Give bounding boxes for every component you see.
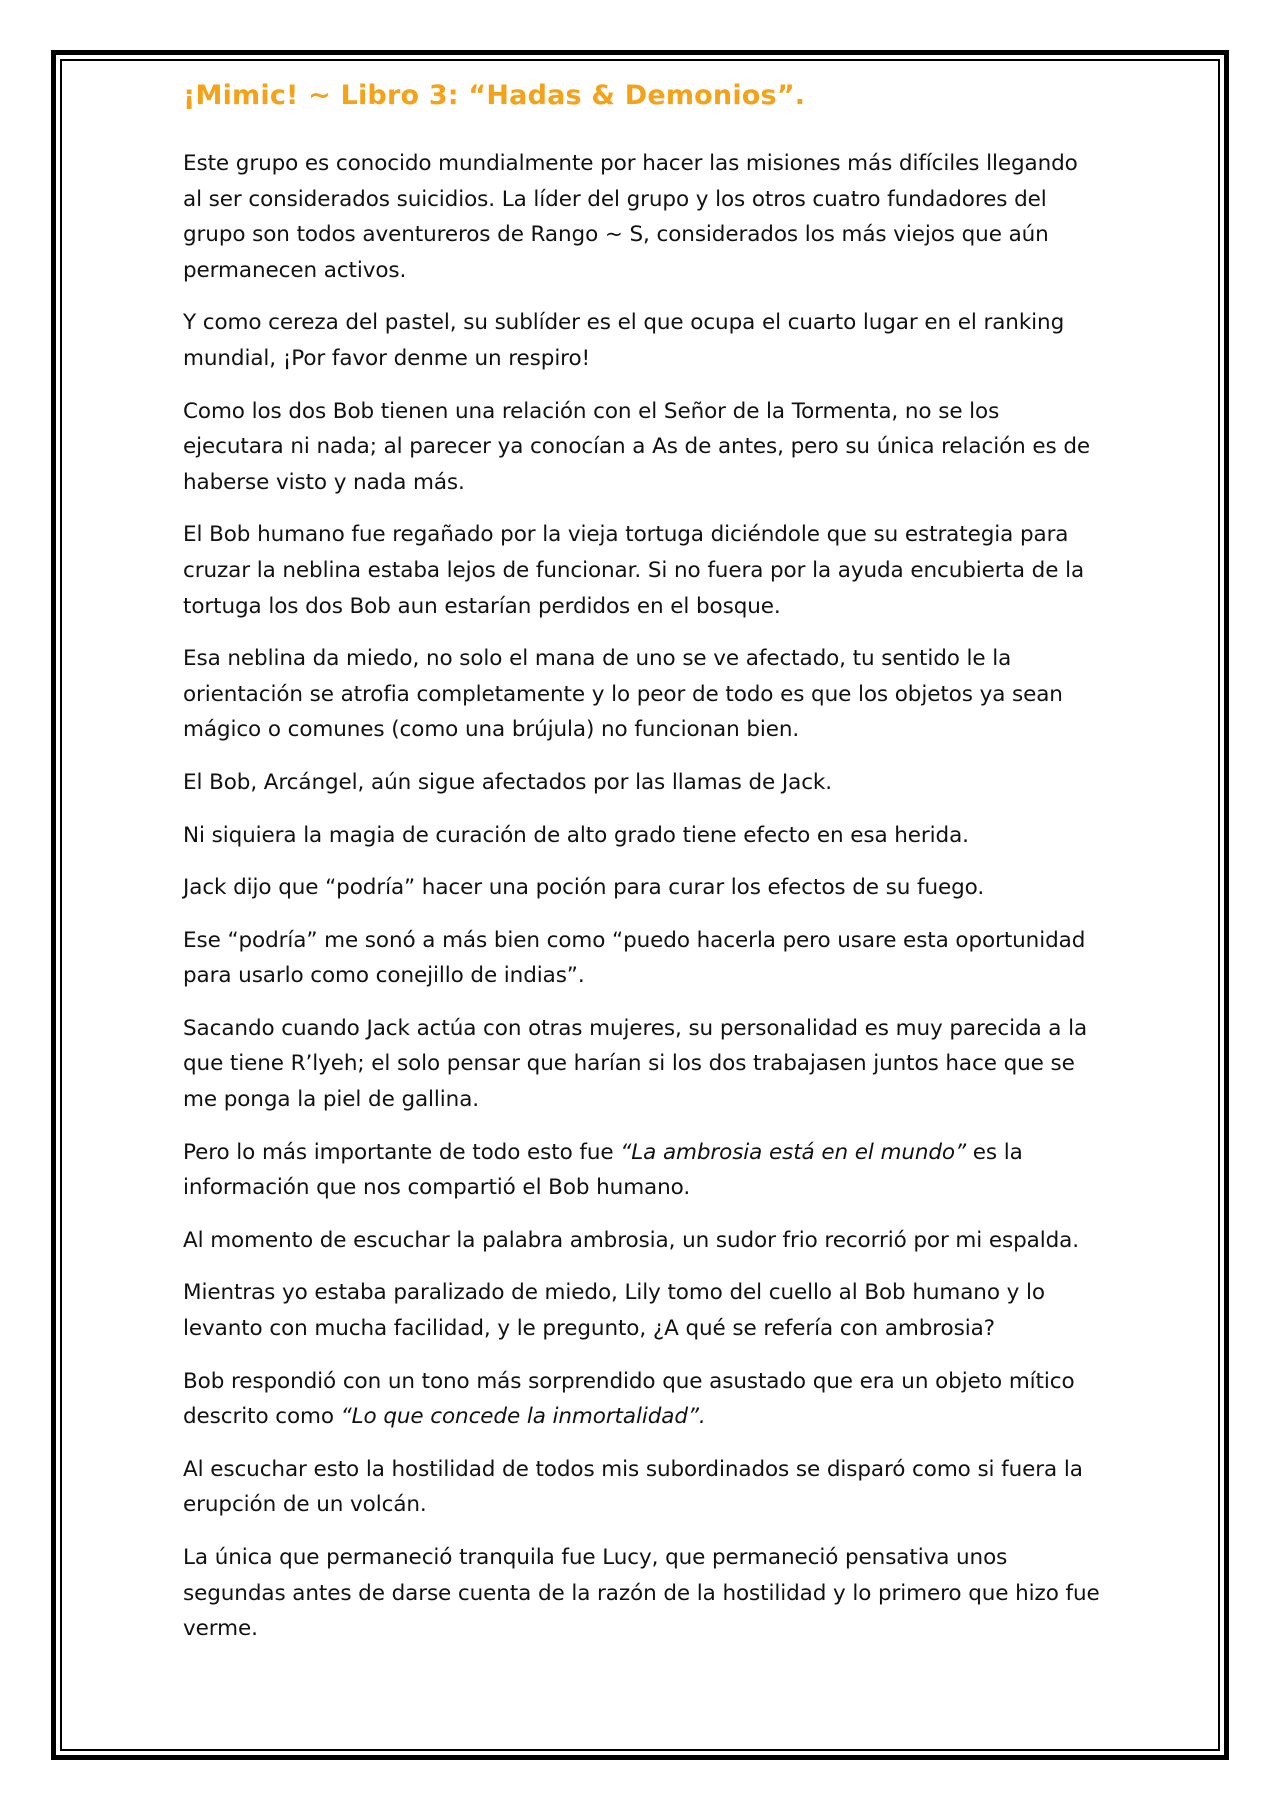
paragraph-6: El Bob, Arcángel, aún sigue afectados por las llamas de Jack.	[183, 769, 832, 795]
paragraph-9: Ese “podría” me sonó a más bien como “puedo hacerla pero usare esta oportunidad para usarlo como conejillo de indias”.	[183, 927, 1086, 989]
page-title: ¡Mimic! ~ Libro 3: “Hadas & Demonios”.	[183, 80, 806, 111]
paragraph-7: Ni siquiera la magia de curación de alto grado tiene efecto en esa herida.	[183, 822, 969, 848]
paragraph-11	[183, 1135, 1103, 1206]
paragraph-11-quote: “La ambrosia está en el mundo”	[620, 1139, 967, 1165]
paragraph-16: La única que permaneció tranquila fue Lucy, que permaneció pensativa unos segundas antes de darse cuenta de la razón de la hostilidad y lo primero que hizo fue verme.	[183, 1545, 1100, 1642]
paragraph-14	[183, 1364, 1103, 1435]
paragraph-14-quote: “Lo que concede la inmortalidad”.	[340, 1404, 706, 1430]
paragraph-4: El Bob humano fue regañado por la vieja tortuga diciéndole que su estrategia para cruzar la neblina estaba lejos de funcionar. Si no fuera por la ayuda encubierta de la tortuga los dos Bob aun estarían perdidos en el bosque.	[183, 522, 1085, 619]
paragraph-10: Sacando cuando Jack actúa con otras mujeres, su personalidad es muy parecida a la que tiene R’lyeh; el solo pensar que harían si los dos trabajasen juntos hace que se me ponga la piel de gallina.	[183, 1015, 1088, 1113]
paragraph-12: Al momento de escuchar la palabra ambrosia, un sudor frio recorrió por mi espalda.	[183, 1227, 1079, 1253]
paragraph-14-start: Bob respondió con un tono más sorprendido que asustado que era un objeto mítico descrito como	[183, 1368, 1075, 1430]
paragraph-11-start: Pero lo más importante de todo esto fue	[183, 1139, 621, 1165]
paragraph-8: Jack dijo que “podría” hacer una poción para curar los efectos de su fuego.	[183, 875, 985, 901]
paragraph-5: Esa neblina da miedo, no solo el mana de uno se ve afectado, tu sentido le la orientación se atrofia completamente y lo peor de todo es que los objetos ya sean mágico o comunes (como una brújula) no funcionan bien.	[183, 646, 1063, 743]
paragraph-15: Al escuchar esto la hostilidad de todos mis subordinados se disparó como si fuera la erupción de un volcán.	[183, 1456, 1083, 1518]
paragraph-1: Este grupo es conocido mundialmente por hacer las misiones más difíciles llegando al ser considerados suicidios. La líder del grupo y los otros cuatro fundadores del grupo son todos aventureros de Rango ~ S, considerados los más viejos que aún permanecen activos.	[183, 151, 1078, 283]
paragraph-2: Y como cereza del pastel, su sublíder es el que ocupa el cuarto lugar en el ranking mundial, ¡Por favor denme un respiro!	[183, 310, 1065, 371]
paragraph-11-end: es la información que nos compartió el Bob humano.	[183, 1139, 1023, 1201]
paragraph-3: Como los dos Bob tienen una relación con el Señor de la Tormenta, no se los ejecutara ni nada; al parecer ya conocían a As de antes, pero su única relación es de haberse visto y nada más.	[183, 398, 1091, 495]
page-content	[183, 76, 1103, 1664]
paragraph-13: Mientras yo estaba paralizado de miedo, Lily tomo del cuello al Bob humano y lo levanto con mucha facilidad, y le pregunto, ¿A qué se refería con ambrosia?	[183, 1280, 1045, 1342]
